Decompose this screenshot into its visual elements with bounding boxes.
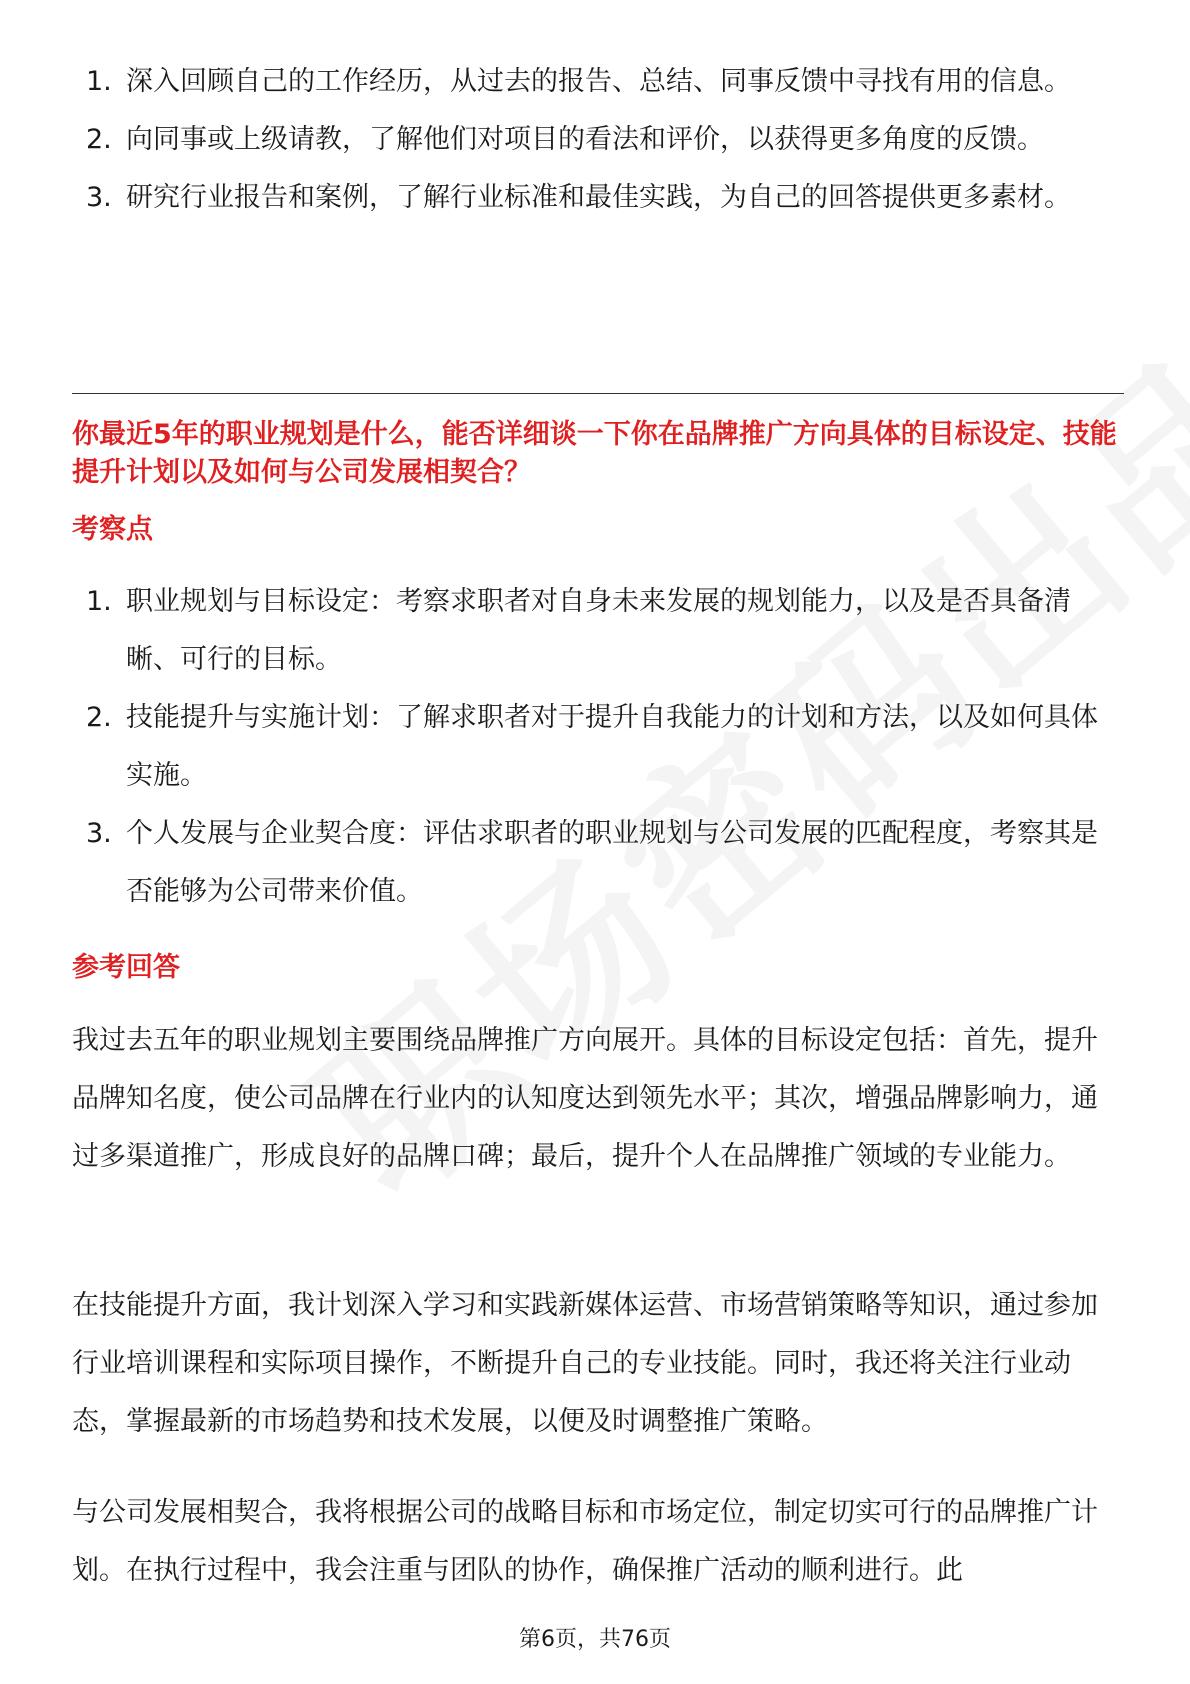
list-item-text: 深入回顾自己的工作经历，从过去的报告、总结、同事反馈中寻找有用的信息。 xyxy=(126,66,1071,97)
interview-question: 你最近5年的职业规划是什么，能否详细谈一下你在品牌推广方向具体的目标设定、技能提升计划以及如何与公司发展相契合？ xyxy=(72,419,1117,488)
section-divider xyxy=(72,393,1124,394)
research-tips-list xyxy=(72,53,1112,227)
list-number: 2. xyxy=(86,124,112,155)
list-item-text: 研究行业报告和案例，了解行业标准和最佳实践，为自己的回答提供更多素材。 xyxy=(126,182,1071,213)
page-number: 第6页，共76页 xyxy=(519,1627,671,1652)
list-number: 2. xyxy=(86,702,112,733)
list-item xyxy=(72,805,1112,921)
list-item-text: 技能提升与实施计划：了解求职者对于提升自我能力的计划和方法，以及如何具体实施。 xyxy=(126,702,1098,791)
list-number: 3. xyxy=(86,818,112,849)
list-number: 1. xyxy=(86,586,112,617)
reference-answer-heading: 参考回答 xyxy=(72,952,180,983)
answer-paragraph: 在技能提升方面，我计划深入学习和实践新媒体运营、市场营销策略等知识，通过参加行业培训课程和实际项目操作，不断提升自己的专业技能。同时，我还将关注行业动态，掌握最新的市场趋势和技术发展，以便及时调整推广策略。 xyxy=(72,1290,1098,1437)
list-item xyxy=(72,53,1112,111)
assessment-points-heading: 考察点 xyxy=(72,514,153,545)
list-number: 1. xyxy=(86,66,112,97)
list-item xyxy=(72,573,1112,689)
assessment-points-list xyxy=(72,573,1112,921)
answer-paragraph: 与公司发展相契合，我将根据公司的战略目标和市场定位，制定切实可行的品牌推广计划。在执行过程中，我会注重与团队的协作，确保推广活动的顺利进行。此 xyxy=(72,1497,1098,1586)
list-item-text: 向同事或上级请教，了解他们对项目的看法和评价，以获得更多角度的反馈。 xyxy=(126,124,1044,155)
list-item-text: 个人发展与企业契合度：评估求职者的职业规划与公司发展的匹配程度，考察其是否能够为公司带来价值。 xyxy=(126,818,1098,907)
list-item xyxy=(72,111,1112,169)
list-item xyxy=(72,169,1112,227)
list-item-text: 职业规划与目标设定：考察求职者对自身未来发展的规划能力，以及是否具备清晰、可行的目标。 xyxy=(126,586,1071,675)
list-item xyxy=(72,689,1112,805)
list-number: 3. xyxy=(86,182,112,213)
answer-paragraph: 我过去五年的职业规划主要围绕品牌推广方向展开。具体的目标设定包括：首先，提升品牌知名度，使公司品牌在行业内的认知度达到领先水平；其次，增强品牌影响力，通过多渠道推广，形成良好的品牌口碑；最后，提升个人在品牌推广领域的专业能力。 xyxy=(72,1025,1098,1172)
